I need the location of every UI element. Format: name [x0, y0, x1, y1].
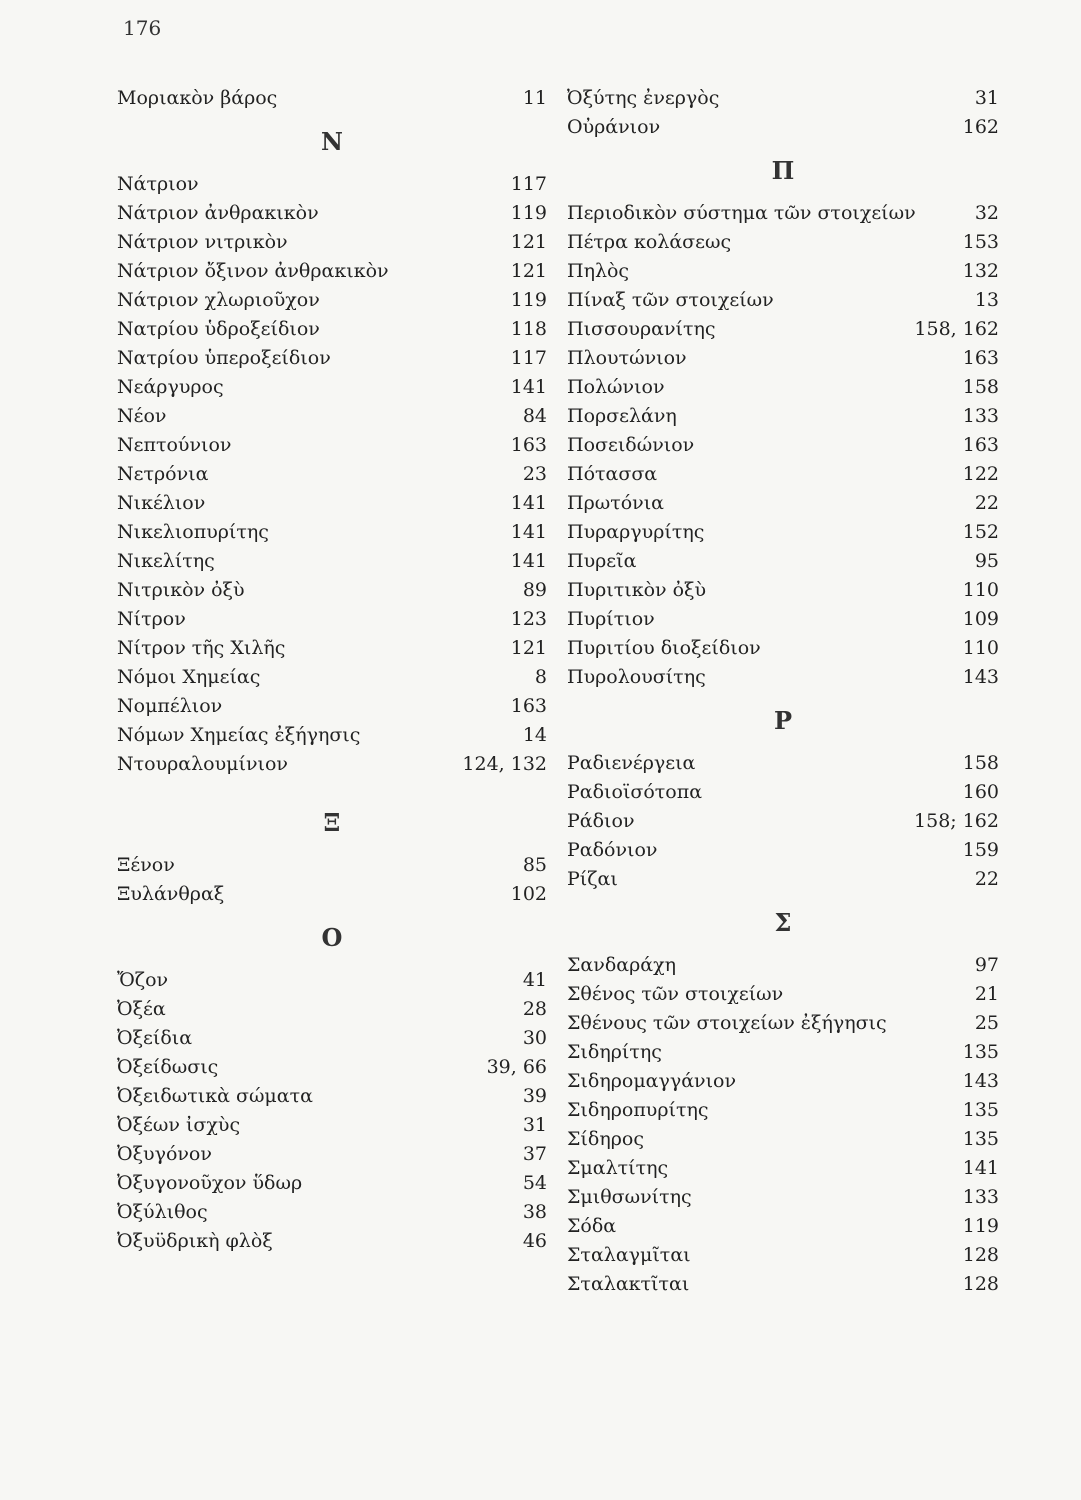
index-entry — [117, 315, 547, 344]
section-letter-sigma: Σ — [774, 908, 792, 937]
index-pages: 158, 162 — [914, 318, 999, 340]
index-entry — [117, 605, 547, 634]
index-entry — [117, 1227, 547, 1256]
index-entry — [117, 489, 547, 518]
index-entry — [567, 1270, 999, 1299]
index-entry — [117, 1140, 547, 1169]
index-pages: 8 — [534, 666, 547, 688]
index-entry — [567, 1183, 999, 1212]
index-pages: 135 — [962, 1128, 999, 1150]
index-entry — [567, 373, 999, 402]
index-term: Νίτρον — [117, 608, 186, 630]
index-entry — [117, 692, 547, 721]
index-term: Νέον — [117, 405, 167, 427]
section-letter-pi: Π — [771, 156, 795, 185]
index-pages: 122 — [962, 463, 999, 485]
index-entry — [117, 851, 547, 880]
index-term: Πηλὸς — [567, 260, 630, 282]
index-entry — [567, 1009, 999, 1038]
index-entry — [567, 257, 999, 286]
section-letter-n: Ν — [321, 127, 343, 156]
index-entry — [117, 966, 547, 995]
index-entry — [567, 518, 999, 547]
index-entry — [567, 663, 999, 692]
index-pages: 135 — [962, 1099, 999, 1121]
index-term: Ραδιοϊσότοπα — [567, 781, 703, 803]
index-entry — [567, 576, 999, 605]
section-letter-rho: Ρ — [773, 706, 793, 735]
index-term: Πίναξ τῶν στοιχείων — [567, 289, 774, 311]
index-pages: 143 — [962, 666, 999, 688]
index-pages: 22 — [974, 868, 999, 890]
index-term: Ρίζαι — [567, 868, 618, 890]
index-term: Ὄζον — [117, 969, 169, 991]
index-pages: 46 — [522, 1230, 547, 1252]
index-pages: 163 — [962, 434, 999, 456]
index-entry — [117, 431, 547, 460]
index-term: Σταλαγμῖται — [567, 1244, 691, 1266]
index-term: Πισσουρανίτης — [567, 318, 716, 340]
index-entry — [567, 605, 999, 634]
index-entry — [117, 1024, 547, 1053]
index-term: Σθένος τῶν στοιχείων — [567, 983, 784, 1005]
index-pages: 160 — [962, 781, 999, 803]
index-entry — [117, 170, 547, 199]
index-term: Ὀξείδια — [117, 1027, 193, 1049]
section-o-continued-entries — [567, 84, 999, 142]
index-term: Νόμοι Χημείας — [117, 666, 261, 688]
index-term: Σθένους τῶν στοιχείων ἐξήγησις — [567, 1012, 887, 1034]
index-entry — [567, 1241, 999, 1270]
index-pages: 135 — [962, 1041, 999, 1063]
index-entry — [567, 865, 999, 894]
index-entry — [567, 836, 999, 865]
index-entry — [567, 1212, 999, 1241]
index-pages: 32 — [974, 202, 999, 224]
index-term: Ὀξυγονοῦχον ὕδωρ — [117, 1172, 303, 1194]
index-term: Οὐράνιον — [567, 116, 661, 138]
index-pages: 89 — [522, 579, 547, 601]
index-term: Νάτριον ὄξινον ἀνθρακικὸν — [117, 260, 389, 282]
index-pages: 141 — [510, 376, 547, 398]
index-pages: 22 — [974, 492, 999, 514]
index-term: Σιδηροπυρίτης — [567, 1099, 709, 1121]
index-pages: 13 — [974, 289, 999, 311]
index-term: Νεπτούνιον — [117, 434, 232, 456]
index-term: Πυρίτιον — [567, 608, 655, 630]
index-entry — [117, 576, 547, 605]
index-term: Ὀξέα — [117, 998, 166, 1020]
index-term: Σανδαράχη — [567, 954, 676, 976]
index-entry — [567, 778, 999, 807]
section-letter-o: Ο — [321, 923, 343, 952]
index-pages: 141 — [510, 492, 547, 514]
index-entry — [567, 1067, 999, 1096]
index-pages: 38 — [522, 1201, 547, 1223]
index-term: Πυριτίου διοξείδιον — [567, 637, 761, 659]
index-entry — [567, 1125, 999, 1154]
index-entry — [567, 228, 999, 257]
index-entry — [117, 257, 547, 286]
index-term: Νάτριον νιτρικὸν — [117, 231, 288, 253]
index-pages: 118 — [510, 318, 547, 340]
section-n-entries — [117, 170, 547, 779]
index-pages: 153 — [962, 231, 999, 253]
page-number: 176 — [123, 16, 162, 40]
index-pages: 97 — [974, 954, 999, 976]
index-entry — [567, 749, 999, 778]
index-pages: 54 — [522, 1172, 547, 1194]
section-xi-entries — [117, 851, 547, 909]
index-term: Ὀξυγόνον — [117, 1143, 212, 1165]
index-entry — [117, 460, 547, 489]
index-pages: 117 — [510, 347, 547, 369]
index-term: Πέτρα κολάσεως — [567, 231, 732, 253]
index-pages: 121 — [510, 231, 547, 253]
index-term: Ντουραλουμίνιον — [117, 753, 288, 775]
index-pages: 30 — [522, 1027, 547, 1049]
index-term: Νάτριον — [117, 173, 199, 195]
index-pages: 128 — [962, 1244, 999, 1266]
index-pages: 124, 132 — [462, 753, 547, 775]
index-term: Νίτρον τῆς Χιλῆς — [117, 637, 286, 659]
index-term: Ποσειδώνιον — [567, 434, 695, 456]
index-pages: 21 — [974, 983, 999, 1005]
index-pages: 163 — [510, 695, 547, 717]
index-term: Ραδόνιον — [567, 839, 658, 861]
index-pages: 158 — [962, 752, 999, 774]
index-term: Πυραργυρίτης — [567, 521, 705, 543]
index-term: Μοριακὸν βάρος — [117, 87, 278, 109]
index-pages: 143 — [962, 1070, 999, 1092]
index-entry — [117, 995, 547, 1024]
index-pages: 14 — [522, 724, 547, 746]
index-pages: 31 — [974, 87, 999, 109]
index-pages: 102 — [510, 883, 547, 905]
index-entry — [117, 1169, 547, 1198]
index-entry — [117, 518, 547, 547]
index-term: Σιδηρομαγγάνιον — [567, 1070, 737, 1092]
index-term: Νάτριον ἀνθρακικὸν — [117, 202, 319, 224]
index-pages: 95 — [974, 550, 999, 572]
index-pages: 121 — [510, 260, 547, 282]
index-pages: 37 — [522, 1143, 547, 1165]
index-column-right — [567, 84, 999, 1299]
index-term: Πότασσα — [567, 463, 658, 485]
index-entry — [117, 634, 547, 663]
index-entry — [117, 750, 547, 779]
index-pages: 162 — [962, 116, 999, 138]
index-term: Σιδηρίτης — [567, 1041, 662, 1063]
index-pages: 109 — [962, 608, 999, 630]
index-term: Νάτριον χλωριοῦχον — [117, 289, 320, 311]
index-pages: 123 — [510, 608, 547, 630]
index-entry — [567, 344, 999, 373]
index-term: Νομπέλιον — [117, 695, 223, 717]
index-pages: 11 — [522, 87, 547, 109]
index-term: Νιτρικὸν ὀξὺ — [117, 579, 245, 601]
index-pages: 159 — [962, 839, 999, 861]
index-entry — [117, 344, 547, 373]
index-pages: 41 — [522, 969, 547, 991]
section-sigma-entries — [567, 951, 999, 1299]
index-term: Ράδιον — [567, 810, 635, 832]
index-pages: 117 — [510, 173, 547, 195]
index-pages: 110 — [962, 637, 999, 659]
index-pages: 39 — [522, 1085, 547, 1107]
index-term: Νατρίου ὑδροξείδιον — [117, 318, 320, 340]
index-term: Νεάργυρος — [117, 376, 224, 398]
index-entry — [567, 1096, 999, 1125]
index-entry — [117, 84, 547, 113]
index-pages: 119 — [510, 202, 547, 224]
index-term: Σταλακτῖται — [567, 1273, 690, 1295]
index-term: Πυρολουσίτης — [567, 666, 706, 688]
index-entry — [567, 634, 999, 663]
index-pages: 119 — [962, 1215, 999, 1237]
index-entry — [117, 228, 547, 257]
index-pages: 25 — [974, 1012, 999, 1034]
index-pages: 158; 162 — [914, 810, 999, 832]
index-entry — [567, 951, 999, 980]
index-entry — [117, 1198, 547, 1227]
index-term: Ξυλάνθραξ — [117, 883, 225, 905]
index-entry — [567, 980, 999, 1009]
index-pages: 163 — [962, 347, 999, 369]
section-o-entries — [117, 966, 547, 1256]
index-entry — [117, 880, 547, 909]
index-term: Πλουτώνιον — [567, 347, 687, 369]
index-term: Νικέλιον — [117, 492, 206, 514]
section-pi-entries — [567, 199, 999, 692]
index-pages: 152 — [962, 521, 999, 543]
index-pages: 39, 66 — [486, 1056, 547, 1078]
index-pages: 141 — [510, 550, 547, 572]
index-entry — [567, 1154, 999, 1183]
index-entry — [567, 431, 999, 460]
index-pages: 84 — [522, 405, 547, 427]
index-entry — [117, 547, 547, 576]
section-rho-entries — [567, 749, 999, 894]
index-term: Ὀξύλιθος — [117, 1201, 208, 1223]
index-entry — [567, 315, 999, 344]
index-term: Ξένον — [117, 854, 175, 876]
index-term: Σμαλτίτης — [567, 1157, 669, 1179]
index-pages: 23 — [522, 463, 547, 485]
index-entry — [567, 489, 999, 518]
index-entry — [117, 721, 547, 750]
index-term: Ὀξέων ἰσχὺς — [117, 1114, 241, 1136]
index-entry — [567, 460, 999, 489]
index-pages: 128 — [962, 1273, 999, 1295]
index-term: Ραδιενέργεια — [567, 752, 696, 774]
index-entry — [567, 84, 999, 113]
index-term: Σόδα — [567, 1215, 617, 1237]
index-entry — [117, 1111, 547, 1140]
index-pages: 121 — [510, 637, 547, 659]
index-entry — [567, 402, 999, 431]
index-term: Πρωτόνια — [567, 492, 665, 514]
index-entry — [567, 199, 999, 228]
index-term: Πορσελάνη — [567, 405, 677, 427]
index-entry — [567, 286, 999, 315]
index-term: Ὀξείδωσις — [117, 1056, 219, 1078]
index-pages: 119 — [510, 289, 547, 311]
index-pages: 28 — [522, 998, 547, 1020]
index-term: Περιοδικὸν σύστημα τῶν στοιχείων — [567, 202, 916, 224]
index-entry — [567, 1038, 999, 1067]
index-term: Νετρόνια — [117, 463, 209, 485]
index-term: Πολώνιον — [567, 376, 665, 398]
index-pages: 141 — [962, 1157, 999, 1179]
index-term: Πυριτικὸν ὀξὺ — [567, 579, 707, 601]
index-pages: 85 — [522, 854, 547, 876]
index-entry — [117, 1053, 547, 1082]
index-entry — [117, 402, 547, 431]
index-entry — [117, 199, 547, 228]
index-term: Ὀξειδωτικὰ σώματα — [117, 1085, 313, 1107]
index-pages: 141 — [510, 521, 547, 543]
index-term: Σίδηρος — [567, 1128, 644, 1150]
index-term: Νικελίτης — [117, 550, 215, 572]
index-term: Νικελιοπυρίτης — [117, 521, 269, 543]
index-term: Πυρεῖα — [567, 550, 637, 572]
index-pages: 133 — [962, 405, 999, 427]
index-term: Σμιθσωνίτης — [567, 1186, 692, 1208]
index-pages: 133 — [962, 1186, 999, 1208]
index-term: Νατρίου ὑπεροξείδιον — [117, 347, 331, 369]
index-entry — [567, 547, 999, 576]
index-pages: 31 — [522, 1114, 547, 1136]
index-entry — [117, 663, 547, 692]
index-entry — [117, 373, 547, 402]
index-entry — [117, 286, 547, 315]
index-pages: 132 — [962, 260, 999, 282]
index-pages: 110 — [962, 579, 999, 601]
index-term: Ὀξύτης ἐνεργὸς — [567, 87, 720, 109]
index-term: Νόμων Χημείας ἐξήγησις — [117, 724, 361, 746]
index-term: Ὀξυϋδρικὴ φλὸξ — [117, 1230, 273, 1252]
section-letter-xi: Ξ — [323, 808, 341, 837]
index-column-left — [117, 84, 547, 1256]
index-entry — [567, 113, 999, 142]
index-entry — [117, 1082, 547, 1111]
index-entry — [567, 807, 999, 836]
index-pages: 158 — [962, 376, 999, 398]
index-pages: 163 — [510, 434, 547, 456]
